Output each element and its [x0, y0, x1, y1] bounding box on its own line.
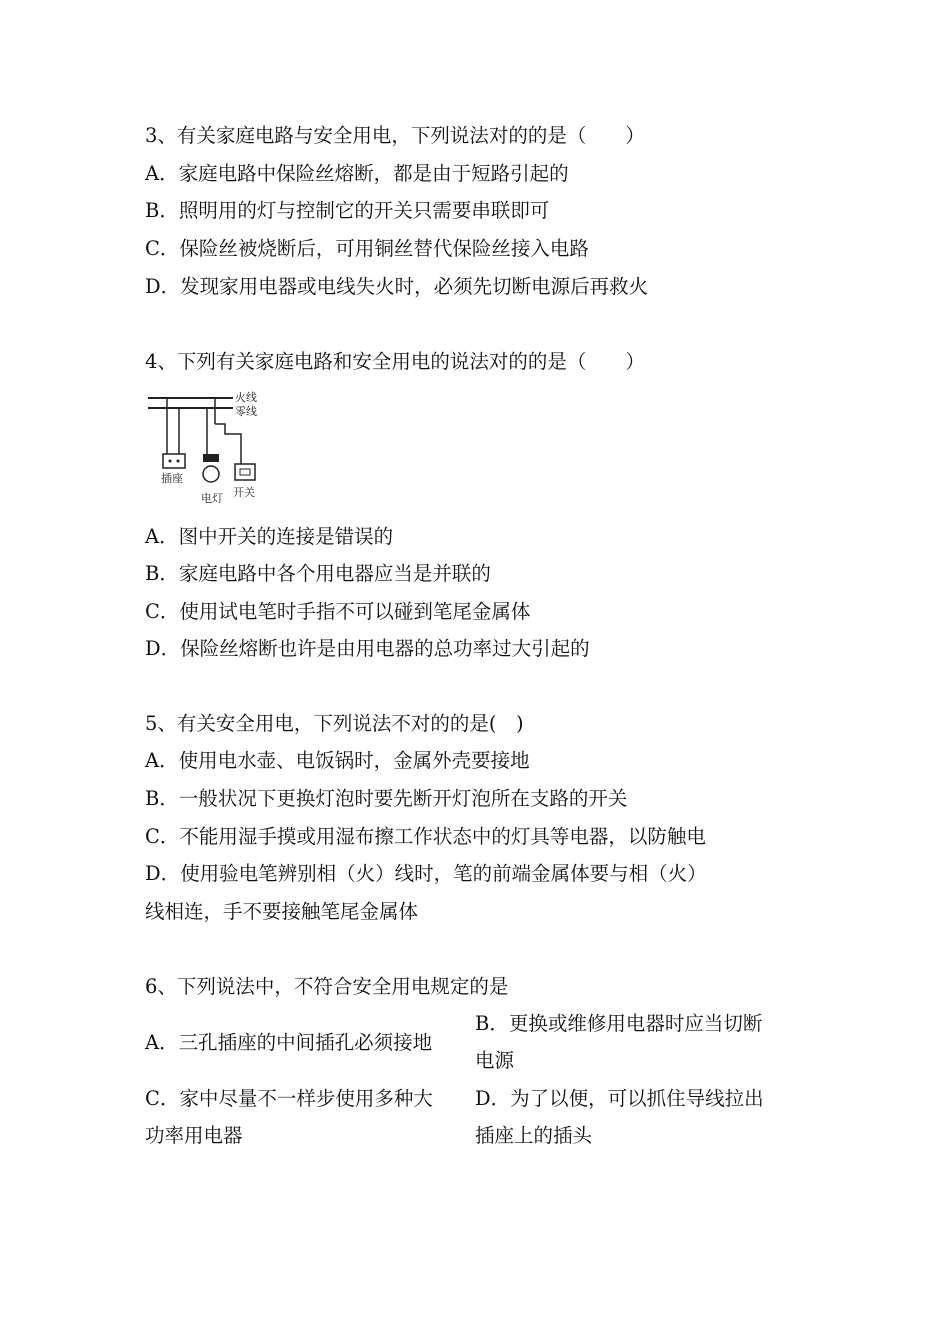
live-wire-label: 火线 — [235, 391, 257, 404]
socket-symbol — [163, 454, 185, 468]
q6-option-b-line1: B．更换或维修用电器时应当切断 — [475, 1012, 763, 1035]
q3-option-a: A．家庭电路中保险丝熔断，都是由于短路引起的 — [145, 162, 569, 185]
q5-option-b: B．一般状况下更换灯泡时要先断开灯泡所在支路的开关 — [145, 787, 628, 810]
q6-stem: 6、下列说法中，不符合安全用电规定的是 — [145, 975, 509, 998]
q6-option-c-line2: 功率用电器 — [145, 1124, 243, 1147]
lamp-bulb-symbol — [203, 466, 219, 482]
q5-option-a: A．使用电水壶、电饭锅时，金属外壳要接地 — [145, 749, 530, 772]
q5-option-c: C．不能用湿手摸或用湿布擦工作状态中的灯具等电器，以防触电 — [145, 825, 706, 848]
q3-option-d: D．发现家用电器或电线失火时，必须先切断电源后再救火 — [145, 275, 649, 298]
q4-stem: 4、下列有关家庭电路和安全用电的说法对的的是（ ） — [145, 350, 645, 373]
q6-option-d-line2: 插座上的插头 — [475, 1124, 593, 1147]
q4-option-d: D．保险丝熔断也许是由用电器的总功率过大引起的 — [145, 637, 590, 660]
q3-option-c: C．保险丝被烧断后，可用铜丝替代保险丝接入电路 — [145, 237, 589, 260]
q6-option-d-line1: D．为了以便，可以抓住导线拉出 — [475, 1087, 764, 1110]
lamp-label: 电灯 — [201, 492, 223, 505]
neutral-wire-label: 零线 — [235, 405, 257, 418]
q6-option-c-line1: C．家中尽量不一样步使用多种大 — [145, 1087, 433, 1110]
q5-option-d-continued: 线相连，手不要接触笔尾金属体 — [145, 900, 419, 923]
switch-label: 开关 — [233, 486, 255, 499]
q4-option-c: C．使用试电笔时手指不可以碰到笔尾金属体 — [145, 600, 531, 623]
q4-option-a: A．图中开关的连接是错误的 — [145, 525, 394, 548]
socket-label: 插座 — [161, 472, 183, 485]
lamp-holder-symbol — [203, 454, 219, 462]
q3-option-b: B．照明用的灯与控制它的开关只需要串联即可 — [145, 199, 550, 222]
q5-option-d: D．使用验电笔辨别相（火）线时，笔的前端金属体要与相（火） — [145, 862, 707, 885]
q4-option-b: B．家庭电路中各个用电器应当是并联的 — [145, 562, 491, 585]
q3-stem: 3、有关家庭电路与安全用电，下列说法对的的是（ ） — [145, 124, 645, 147]
circuit-diagram — [145, 388, 275, 508]
q6-option-b-line2: 电源 — [475, 1049, 515, 1072]
q6-option-a: A．三孔插座的中间插孔必须接地 — [145, 1031, 433, 1054]
q5-stem: 5、有关安全用电，下列说法不对的的是( ) — [145, 712, 524, 735]
